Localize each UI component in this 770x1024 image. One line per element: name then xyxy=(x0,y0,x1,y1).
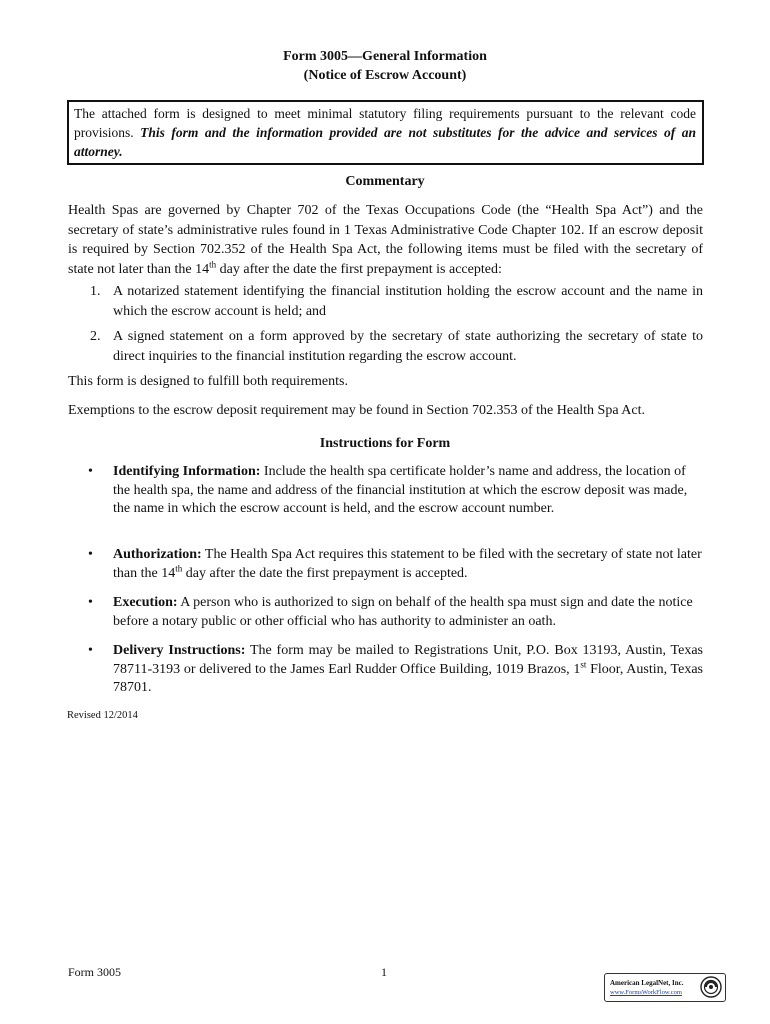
bullet-label: Identifying Information: xyxy=(113,464,261,479)
item-number: 2. xyxy=(90,329,101,344)
instruction-bullet: • Delivery Instructions: The form may be mailed to Registrations Unit, P.O. Box 13193, Austin, Texas 78711-3193 or delivered to the James Earl Rudder Office Building, 1019 Brazos, 1st Floor, Austin, Texas 78701. xyxy=(88,643,703,695)
commentary-intro: Health Spas are governed by Chapter 702 of the Texas Occupations Code (the “Health Spa Act”) and the secretary of state’s administrative rules found in 1 Texas Administrative Code Chapter 102. If an escrow deposit is required by Section 702.352 of the Health Spa Act, the following items must be filed with the secretary of state not later than the 14th day after the date the first prepayment is accepted: xyxy=(68,203,703,277)
numbered-item xyxy=(90,327,703,366)
publisher-logo-icon xyxy=(700,976,722,998)
publisher-link[interactable]: www.FormsWorkFlow.com xyxy=(610,989,682,996)
item-text: A signed statement on a form approved by the secretary of state authorizing the secretary of state to direct inquiries to the financial institution regarding the escrow account. xyxy=(113,329,703,364)
requirements-note: This form is designed to fulfill both requirements. xyxy=(68,374,348,389)
publisher-badge[interactable] xyxy=(604,973,726,1002)
publisher-name: American LegalNet, Inc. xyxy=(610,979,684,987)
disclaimer-emphasis: This form and the information provided are not substitutes for the advice and services of an attorney. xyxy=(74,125,696,159)
bullet-icon: • xyxy=(88,547,93,562)
bullet-icon: • xyxy=(88,595,93,610)
bullet-label: Delivery Instructions: xyxy=(113,643,246,658)
disclaimer-text: The attached form is designed to meet minimal statutory filing requirements pursuant to the relevant code provisions. xyxy=(74,106,696,140)
bullet-icon: • xyxy=(88,643,93,658)
form-subtitle: (Notice of Escrow Account) xyxy=(303,68,467,83)
page-number: 1 xyxy=(381,965,387,979)
item-text: A notarized statement identifying the financial institution holding the escrow account and the name in which the escrow account is held; and xyxy=(113,284,703,319)
instruction-bullet: • Execution: A person who is authorized to sign on behalf of the health spa must sign and date the notice before a notary public or other official who has authority to administer an oath. xyxy=(88,595,693,629)
exemptions-note: Exemptions to the escrow deposit requirement may be found in Section 702.353 of the Health Spa Act. xyxy=(68,403,645,418)
instruction-bullet: • Authorization: The Health Spa Act requires this statement to be filed with the secretary of state not later than the 14th day after the date the first prepayment is accepted. xyxy=(88,547,702,581)
instruction-bullet: • Identifying Information: Include the health spa certificate holder’s name and address, the location of the health spa, the name and address of the financial institution at which the escrow deposit was made, the name in which the escrow account is held, and the escrow account number. xyxy=(88,464,688,516)
item-number: 1. xyxy=(90,284,101,299)
revision-date: Revised 12/2014 xyxy=(67,710,138,721)
form-title: Form 3005—General Information xyxy=(283,49,487,64)
bullet-icon: • xyxy=(88,464,93,479)
numbered-item xyxy=(90,282,703,321)
footer-form-name: Form 3005 xyxy=(68,965,122,979)
instructions-heading: Instructions for Form xyxy=(319,436,451,451)
bullet-label: Execution: xyxy=(113,595,178,610)
commentary-heading: Commentary xyxy=(345,174,425,189)
disclaimer-box xyxy=(67,100,704,165)
bullet-label: Authorization: xyxy=(113,547,202,562)
